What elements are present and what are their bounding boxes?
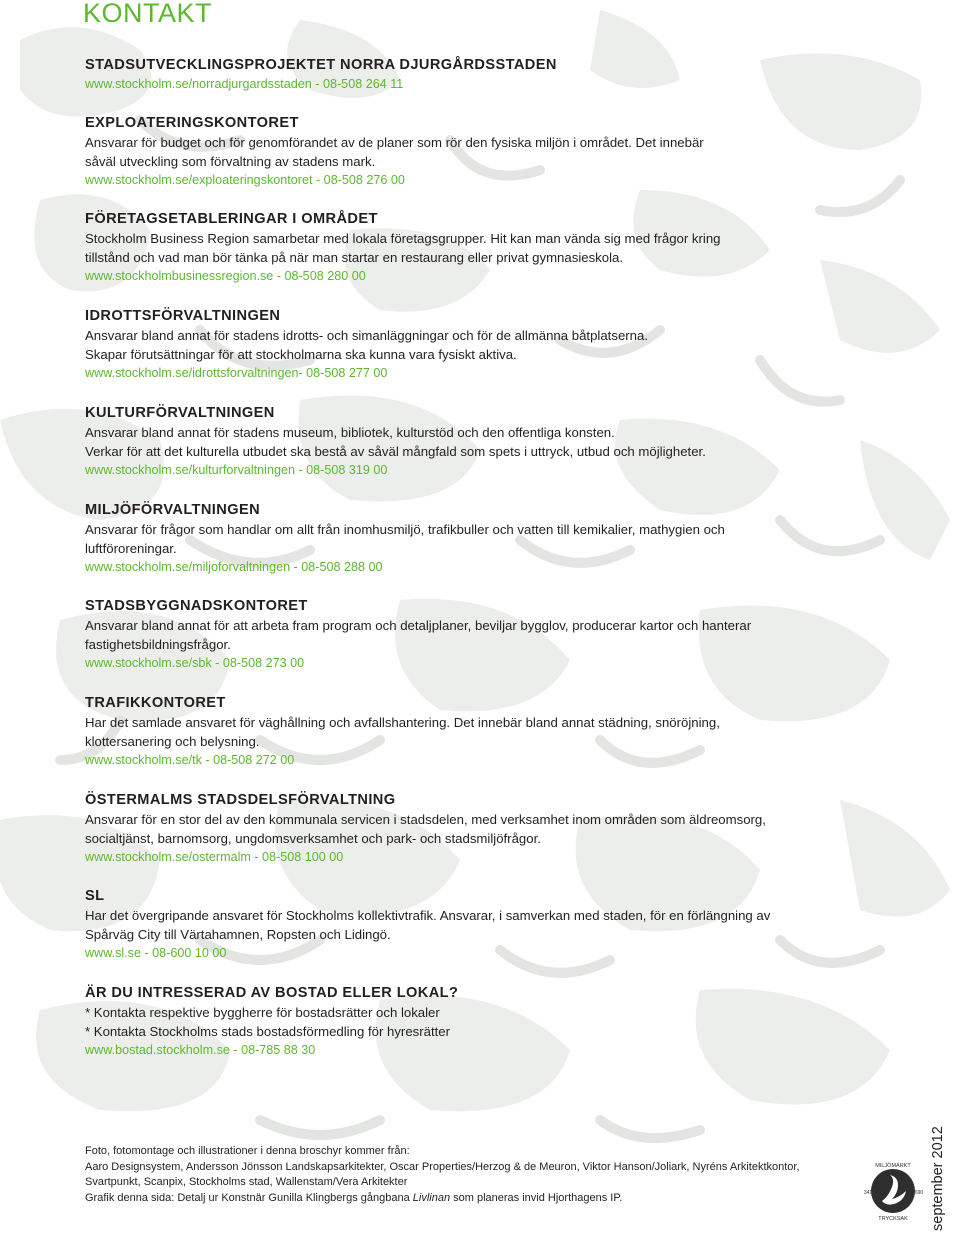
contact-link[interactable]: www.stockholm.se/sbk - 08-508 273 00 [85,656,305,671]
section-text: Skapar förutsättningar för att stockholmarna ska kunna vara fysiskt aktiva. [85,347,517,363]
section-text: Stockholm Business Region samarbetar med lokala företagsgrupper. Hit kan man vända sig med frågor kring [85,231,721,246]
contact-section [85,694,885,770]
contact-section [85,404,885,480]
section-text: såväl utveckling som förvaltning av stadens mark. [85,154,376,170]
contact-link[interactable]: www.stockholm.se/kulturforvaltningen - 08-508 319 00 [85,463,388,478]
contact-link[interactable]: www.stockholm.se/exploateringskontoret - 08-508 276 00 [85,173,405,188]
graphic-credit-title: Livlinan [412,1191,451,1204]
section-text: Har det övergripande ansvaret för Stockholms kollektivtrafik. Ansvarar, i samverkan med staden, för en förlängning av [85,908,771,923]
contact-link[interactable]: www.stockholmbusinessregion.se - 08-508 280 00 [85,269,366,284]
section-text: Ansvarar bland annat för stadens idrotts- och simanläggningar och för de allmänna båtplatserna. [85,328,648,343]
graphic-credit [85,1191,800,1207]
section-text: Ansvarar bland annat för stadens museum, bibliotek, kulturstöd och den offentliga konsten. [85,425,615,440]
section-text: tillstånd och vad man bör tänka på när man startar en restaurang eller privat gymnasieskola. [85,250,624,266]
section-heading: TRAFIKKONTORET [85,695,226,711]
contact-section [85,887,885,963]
section-text: Verkar för att det kulturella utbudet ska bestå av såväl mångfald som spets i uttryck, utbud och möjligheter. [85,444,706,460]
graphic-credit-suffix: som planeras invid Hjorthagens IP. [450,1191,623,1204]
nordic-swan-ecolabel-icon [862,1160,924,1222]
contact-section [85,56,885,94]
section-heading: ÖSTERMALMS STADSDELSFÖRVALTNING [85,792,396,808]
ecolabel-bottom-text: TRYCKSAK [878,1216,908,1222]
contact-link[interactable]: www.sl.se - 08-600 10 00 [85,946,227,961]
section-text: Ansvarar för en stor del av den kommunala servicen i stadsdelen, med verksamhet inom områden som äldreomsorg, [85,812,766,827]
section-heading: KULTURFÖRVALTNINGEN [85,405,275,421]
section-text: klottersanering och belysning. [85,734,260,750]
section-text: fastighetsbildningsfrågor. [85,637,231,653]
page-title: KONTAKT [83,0,213,28]
contact-section [85,114,885,190]
contact-link[interactable]: www.bostad.stockholm.se - 08-785 88 30 [85,1043,316,1058]
section-heading: STADSBYGGNADSKONTORET [85,598,308,614]
ecolabel-right-code: 690 [914,1190,924,1196]
contact-section [85,791,885,867]
contact-link[interactable]: www.stockholm.se/norradjurgardsstaden - 08-508 264 11 [85,77,404,91]
contact-section [85,597,885,673]
credits-line: Aaro Designsystem, Andersson Jönsson Landskapsarkitekter, Oscar Properties/Herzog & de Meuron, Viktor Hanson/Joliark, Nyréns Arkitektkontor, [85,1160,800,1173]
contact-link[interactable]: www.stockholm.se/miljoforvaltningen - 08-508 288 00 [85,560,383,575]
section-text: * Kontakta Stockholms stads bostadsförmedling för hyresrätter [85,1024,451,1040]
contact-link[interactable]: www.stockholm.se/ostermalm - 08-508 100 00 [85,850,344,865]
contact-link[interactable]: www.stockholm.se/idrottsforvaltningen- 08-508 277 00 [85,366,388,381]
contact-section [85,984,885,1060]
contact-link[interactable]: www.stockholm.se/tk - 08-508 272 00 [85,753,295,768]
ecolabel-top-text: MILJÖMÄRKT [875,1163,911,1169]
publication-date: september 2012 [930,1126,946,1231]
section-heading: ÄR DU INTRESSERAD AV BOSTAD ELLER LOKAL? [85,985,459,1001]
credits-line: Svartpunkt, Scanpix, Stockholms stad, Wallenstam/Vera Arkitekter [85,1176,408,1189]
contact-section [85,210,885,286]
contact-section [85,501,885,577]
graphic-credit-prefix: Grafik denna sida: Detalj ur Konstnär Gunilla Klingbergs gångbana [85,1191,413,1204]
section-heading: SL [85,888,105,904]
section-text: Ansvarar för budget och för genomförandet av de planer som rör den fysiska miljön i området. Det innebär [85,135,704,150]
section-heading: IDROTTSFÖRVALTNINGEN [85,308,281,324]
section-heading: STADSUTVECKLINGSPROJEKTET NORRA DJURGÅRDSSTADEN [85,57,557,73]
section-text: * Kontakta respektive byggherre för bostadsrätter och lokaler [85,1005,440,1020]
section-text: Spårväg City till Värtahamnen, Ropsten och Lidingö. [85,927,391,943]
section-heading: MILJÖFÖRVALTNINGEN [85,502,261,518]
contact-section [85,307,885,383]
section-text: Ansvarar för frågor som handlar om allt från inomhusmiljö, trafikbuller och vatten till kemikalier, mathygien och [85,522,725,537]
section-text: socialtjänst, barnomsorg, ungdomsverksamhet och park- och stadsmiljöfrågor. [85,831,541,847]
section-heading: EXPLOATERINGSKONTORET [85,115,299,131]
ecolabel-left-code: 341 [863,1190,873,1196]
section-text: Har det samlade ansvaret för väghållning och avfallshantering. Det innebär bland annat städning, snöröjning, [85,715,720,730]
section-text: Ansvarar bland annat för att arbeta fram program och detaljplaner, beviljar bygglov, producerar kartor och hanterar [85,618,752,633]
section-text: luftföroreningar. [85,541,177,557]
section-heading: FÖRETAGSETABLERINGAR I OMRÅDET [85,211,378,227]
credits-footer [85,1144,800,1206]
credits-heading: Foto, fotomontage och illustrationer i denna broschyr kommer från: [85,1145,410,1157]
